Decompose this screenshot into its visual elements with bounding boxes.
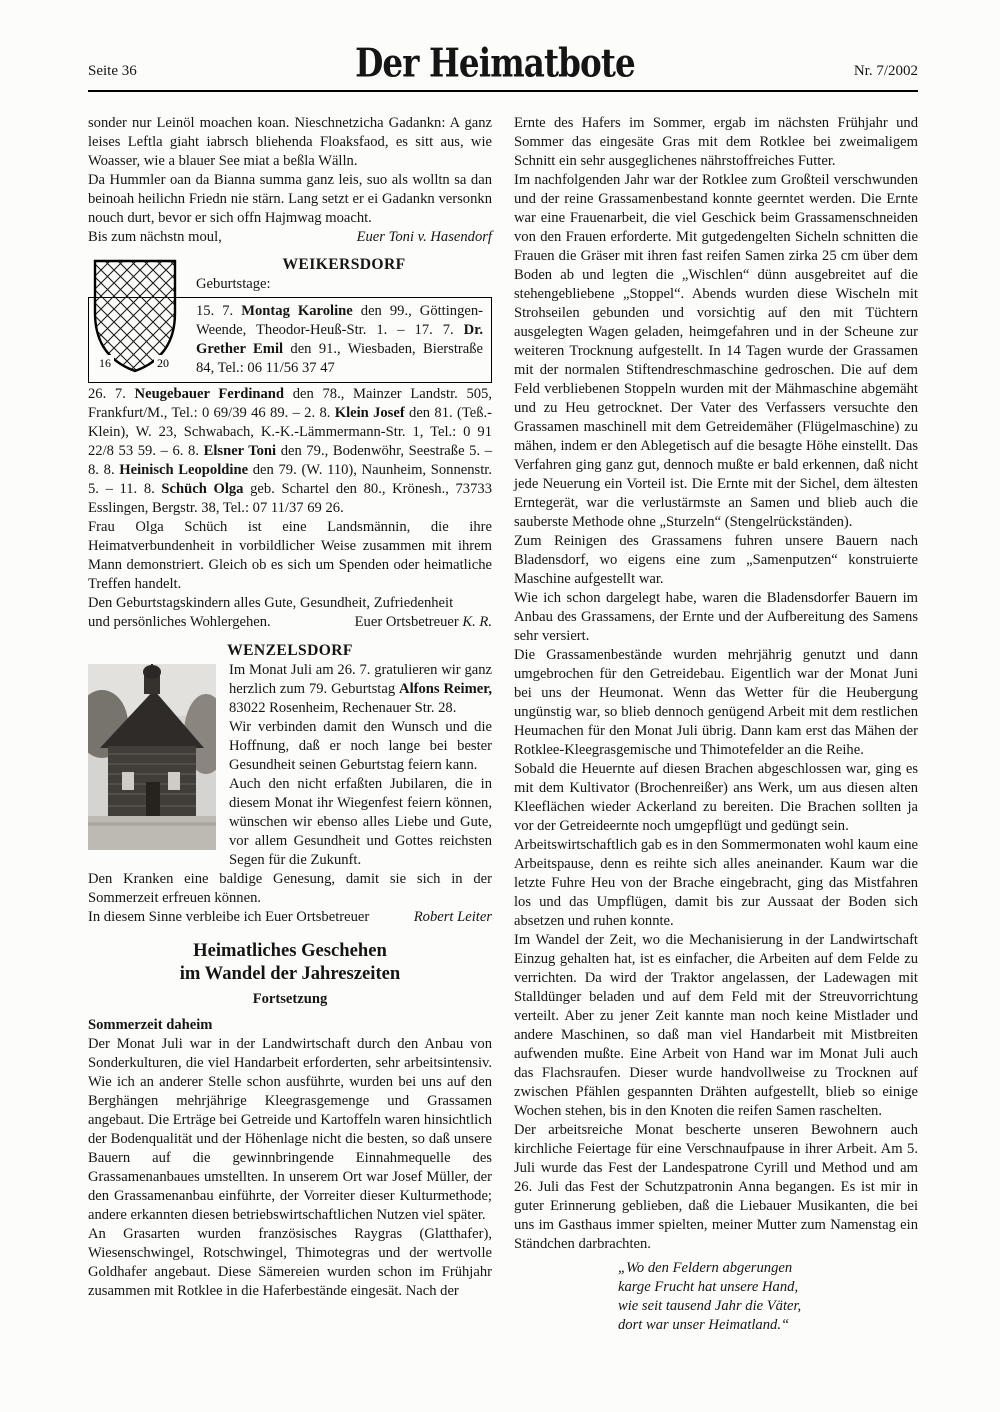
paragraph: sonder nur Leinöl moachen koan. Nieschnetzicha Gadankn: A ganz leises Leftla giaht iabrsch bliehenda Floaksfaod, es sitt aus, wie Woasser, wie a blauer See miat a beßla Wälln. xyxy=(88,115,492,169)
paragraph: karge Frucht hat unsere Hand, xyxy=(618,1279,799,1295)
church-photo xyxy=(88,664,216,850)
feature-title xyxy=(88,939,492,985)
closing-poem xyxy=(618,1259,918,1335)
paragraph: Ernte des Hafers im Sommer, ergab im nächsten Frühjahr und Sommer das eingesäte Gras mit dem Rotklee bei zweimaligem Schnitt ein sehr ausgeglichenes nährstoffreiches Futter. xyxy=(514,115,918,169)
paragraph: An Grasarten wurden französisches Raygras (Glatthafer), Wiesenschwingel, Rotschwingel, Thimotegras und der wertvolle Goldhafer angebaut. Diese Sämereien wurden schon im Frühjahr zusammen mit Rotklee in die Haferbestände eingesät. Nach der xyxy=(88,1226,492,1299)
paragraph: 26. 7. Neugebauer Ferdinand den 78., Mainzer Landstr. 505, Frankfurt/M., Tel.: 0 69/39 46 89. – 2. 8. Klein Josef den 81. (Teß.-Klein), W. 23, Schwabach, K.-K.-Lämmermann-Str. 1, Tel.: 0 91 22/8 53 59. – 6. 8. Elsner Toni den 79., Bodenwöhr, Seestraße 5. – 8. 8. Heinisch Leopoldine den 79. (W. 110), Naunheim, Sonnenstr. 5. – 11. 8. Schüch Olga geb. Schartel den 80., Krönesh., 73733 Esslingen, Bergstr. 38, Tel.: 07 11/37 69 26. xyxy=(88,386,493,516)
paragraph: „Wo den Feldern abgerungen xyxy=(618,1260,793,1276)
feature-title-line1: Heimatliches Geschehen xyxy=(193,940,387,961)
feature-title-line2: im Wandel der Jahreszeiten xyxy=(179,963,401,984)
paragraph: Im nachfolgenden Jahr war der Rotklee zum Großteil verschwunden und der reine Grassamenbestand konnte geerntet werden. Die Ernte war eine Frauenarbeit, die viel Geschick beim Grassamenschneiden von den Frauen erforderte. Mit gutgedengelten Sicheln schnitten die Frauen die Gräser mit ihren fast reifen Samen zirka 25 cm über dem Boden ab und legten die „Wischlen“ dünn ausgebreitet auf die stehengebliebene „Stoppel“. Abends wurden diese Wischeln mit Strohseilen gebunden und vorsichtig auf den mit Tüchtern ausgelegten Wagen geladen, heimgefahren und in der Scheune zur weiteren Trocknung aufgestellt. In 14 Tagen wurde der Grassamen mit der normalen Stiftendreschmaschine gedroschen. Die auf dem Feld verbliebenen Stoppeln wurden mit der Mähmaschine abgemäht und zu Heu getrocknet. Der Vater des Verfassers versuchte den Grassamen maschinell mit dem Getreidemäher (Flügelmaschine) zu mähen, indem er den Ablegetisch auf die besagte Höhe einstellt. Das Verfahren ging ganz gut, dennoch mußte er bald erkennen, daß nicht jede Neuerung ein Vorteil ist. Die Ernte mit der Sichel, dem ältesten Erntegerät, war die verlustärmste an Samen und blieb auch die sauberste Methode ohne „Sturzeln“ (Stengelrückständen). xyxy=(514,172,918,530)
birthday-box: 15. 7. Montag Karoline den 99., Göttingen-Weende, Theodor-Heuß-Str. 1. – 17. 7. Dr. Grether Emil den 91., Wiesbaden, Bierstraße 84, Tel.: 06 11/56 37 47 xyxy=(88,297,492,383)
weikersdorf-paragraphs xyxy=(88,385,492,613)
wenzelsdorf-section xyxy=(88,641,492,927)
weikersdorf-heading: WEIKERSDORF xyxy=(282,256,406,273)
feature-section-heading: Sommerzeit daheim xyxy=(88,1017,213,1033)
crest-number-right: 20 xyxy=(157,356,169,370)
signature-name: Euer Toni v. Hasendorf xyxy=(356,229,492,245)
paragraph: Arbeitswirtschaftlich gab es in den Sommermonaten wohl kaum eine Arbeitspause, denn es reihte sich alles aneinander. Kaum war die letzte Fuhre Heu von der Brache eingebracht, ging das Mistfahren los und das Umpflügen, damit bis zur Aussaat der Boden sich absetzen und ruhen konnte. xyxy=(514,837,918,929)
paragraph: wie seit tausend Jahr die Väter, xyxy=(618,1298,802,1314)
weikersdorf-crest-icon xyxy=(88,257,182,377)
issue-number: Nr. 7/2002 xyxy=(853,63,918,79)
weikersdorf-section xyxy=(88,255,492,632)
page-header xyxy=(88,39,918,86)
weikersdorf-signature xyxy=(88,613,492,632)
paragraph: Wir verbinden damit den Wunsch und die Hoffnung, daß er noch lange bei bester Gesundheit seinen Geburtstag feiern kann. xyxy=(229,719,492,773)
paragraph: Den Geburtstagskindern alles Gute, Gesundheit, Zufriedenheit xyxy=(88,595,454,611)
paragraph: Den Kranken eine baldige Genesung, damit sie sich in der Sommerzeit erfreuen können. xyxy=(88,871,492,906)
paragraph: Zum Reinigen des Grassamens fuhren unsere Bauern nach Bladensdorf, wo eigens eine zum „Samenputzen“ konstruierte Maschine aufgestellt war. xyxy=(514,533,918,587)
header-rule xyxy=(88,90,918,92)
paragraph: Im Wandel der Zeit, wo die Mechanisierung in der Landwirtschaft Einzug gehalten hat, ist es einfacher, die Arbeiten auf dem Felde zu verrichten. Da wird der Traktor angelassen, der Ladewagen mit Stalldünger beladen und auf dem Feld mit der Streuvorrichtung verteilt. Aber zu jener Zeit kannte man noch keine Mistlader und andere Maschinen, so daß man viel Handarbeit mit Mistbreiten aufwenden mußte. Eine Arbeit von Hand war im Monat Juli auch das Flachsraufen. Dieser wurde handvollweise zu Trocknen auf zwischen Pfählen gespannten Drähten aufgestellt, blieb so einige Wochen stehen, bis in den Knoten die reifen Samen raschelten. xyxy=(514,932,918,1119)
paragraph: Im Monat Juli am 26. 7. gratulieren wir ganz herzlich zum 79. Geburtstag Alfons Reimer, 83022 Rosenheim, Rechenauer Str. 28. xyxy=(229,662,492,716)
paragraph: Die Grassamenbestände wurden mehrjährig genutzt und dann umgebrochen für den Getreidebau. Eigentlich war der Monat Juni bei uns der Heumonat. Wenn das Wetter für die Heubergung ungünstig war, so blieb dennoch genügend Arbeit mit dem restlichen Heumachen für den Monat Juli übrig. Dann kam erst das Mähen der Rotklee-Kleegrasgemische und Thimotefelder an die Reihe. xyxy=(514,647,918,758)
signature-name: Robert Leiter xyxy=(413,909,492,925)
two-column-body xyxy=(88,114,918,1335)
paragraph: Der Monat Juli war in der Landwirtschaft durch den Anbau von Sonderkulturen, die viel Handarbeit erforderten, sehr arbeitsintensiv. Wie ich an anderer Stelle schon ausführte, wurden bei uns auf den Berghängen mehrjährige Kleegrasgemenge und Grassamen angebaut. Die Erträge bei Getreide und Kartoffeln waren hinsichtlich der Bodenqualität und der Höhenlage nicht die besten, so daß unsere Bauern auf die gewinnbringende Einnahmequelle des Grassamenanbaues umstellten. In unserem Ort war Josef Müller, der den Grassamenanbau einführte, der Vorreiter dieser Kulturmethode; andere erkannten diesen betriebswirtschaftlichen Nutzen viel später. xyxy=(88,1036,492,1223)
signature-lead: Bis zum nächstn moul, xyxy=(88,229,222,245)
page-number: Seite 36 xyxy=(88,63,137,79)
paragraph: Sobald die Heuernte auf diesen Brachen abgeschlossen war, ging es mit dem Kultivator (Brochenreißer) ans Werk, um aus diesen alten Kleeflächen wieder Ackerland zu bereiten. Die Brachen sollten ja vor der Getreideernte noch umgepflügt und gedüngt sein. xyxy=(514,761,918,834)
paragraph: Frau Olga Schüch ist eine Landsmännin, die ihre Heimatverbundenheit in vorbildlicher Weise zusammen mit ihrem Mann demonstriert. Gleich ob es sich um Spenden oder heimatliche Treffen handelt. xyxy=(88,519,492,592)
feature-subtitle: Fortsetzung xyxy=(252,991,328,1007)
paragraph: Da Hummler oan da Bianna summa ganz leis, suo als wolltn sa dan beinoah heilichn Friedn nie stärn. Lang setzt er ei Gadankn versonkn nouch durt, bevor er sich offn Hajmwag moacht. xyxy=(88,172,492,226)
signature-name: Euer Ortsbetreuer K. R. xyxy=(354,614,492,630)
right-paragraphs xyxy=(514,114,918,1254)
wenzelsdorf-signature xyxy=(88,908,492,927)
signature-lead: In diesem Sinne verbleibe ich Euer Ortsbetreuer xyxy=(88,909,370,925)
wenzelsdorf-heading: WENZELSDORF xyxy=(227,642,353,659)
paragraph: Wie ich schon dargelegt habe, waren die Bladensdorfer Bauern im Anbau des Grassamens, der Ernte und der Aufbereitung des Samens sehr versiert. xyxy=(514,590,918,644)
feature-paragraphs xyxy=(88,1035,492,1301)
dialect-signature xyxy=(88,228,492,247)
left-column xyxy=(88,114,492,1335)
crest-number-left: 16 xyxy=(99,356,111,370)
right-column xyxy=(514,114,918,1335)
signature-lead: und persönliches Wohlergehen. xyxy=(88,614,271,630)
feature-article-section xyxy=(88,939,492,1301)
paragraph: dort war unser Heimatland.“ xyxy=(618,1317,790,1333)
paragraph: Der arbeitsreiche Monat bescherte unseren Bewohnern auch kirchliche Feiertage für eine Verschnaufpause in ihrer Arbeit. Am 5. Juli wurde das Fest der Landespatrone Cyrill und Method und am 26. Juli das Fest der Schutzpatronin Anna begangen. Es ist mir in guter Erinnerung geblieben, daß die Liebauer Musikanten, die bei uns im Gasthaus immer spielten, meiner Mutter zum Namenstag ein Ständchen darbrachten. xyxy=(514,1122,918,1252)
dialect-paragraphs xyxy=(88,114,492,228)
masthead-title: Der Heimatbote xyxy=(355,39,636,86)
birthdays-label: Geburtstage: xyxy=(196,276,271,292)
paragraph: Auch den nicht erfaßten Jubilaren, die in diesem Monat ihr Wiegenfest feiern können, wünschen wir ebenso alles Liebe und Gute, vor allem Gesundheit und Gottes reichsten Segen für die Zukunft. xyxy=(229,776,492,868)
